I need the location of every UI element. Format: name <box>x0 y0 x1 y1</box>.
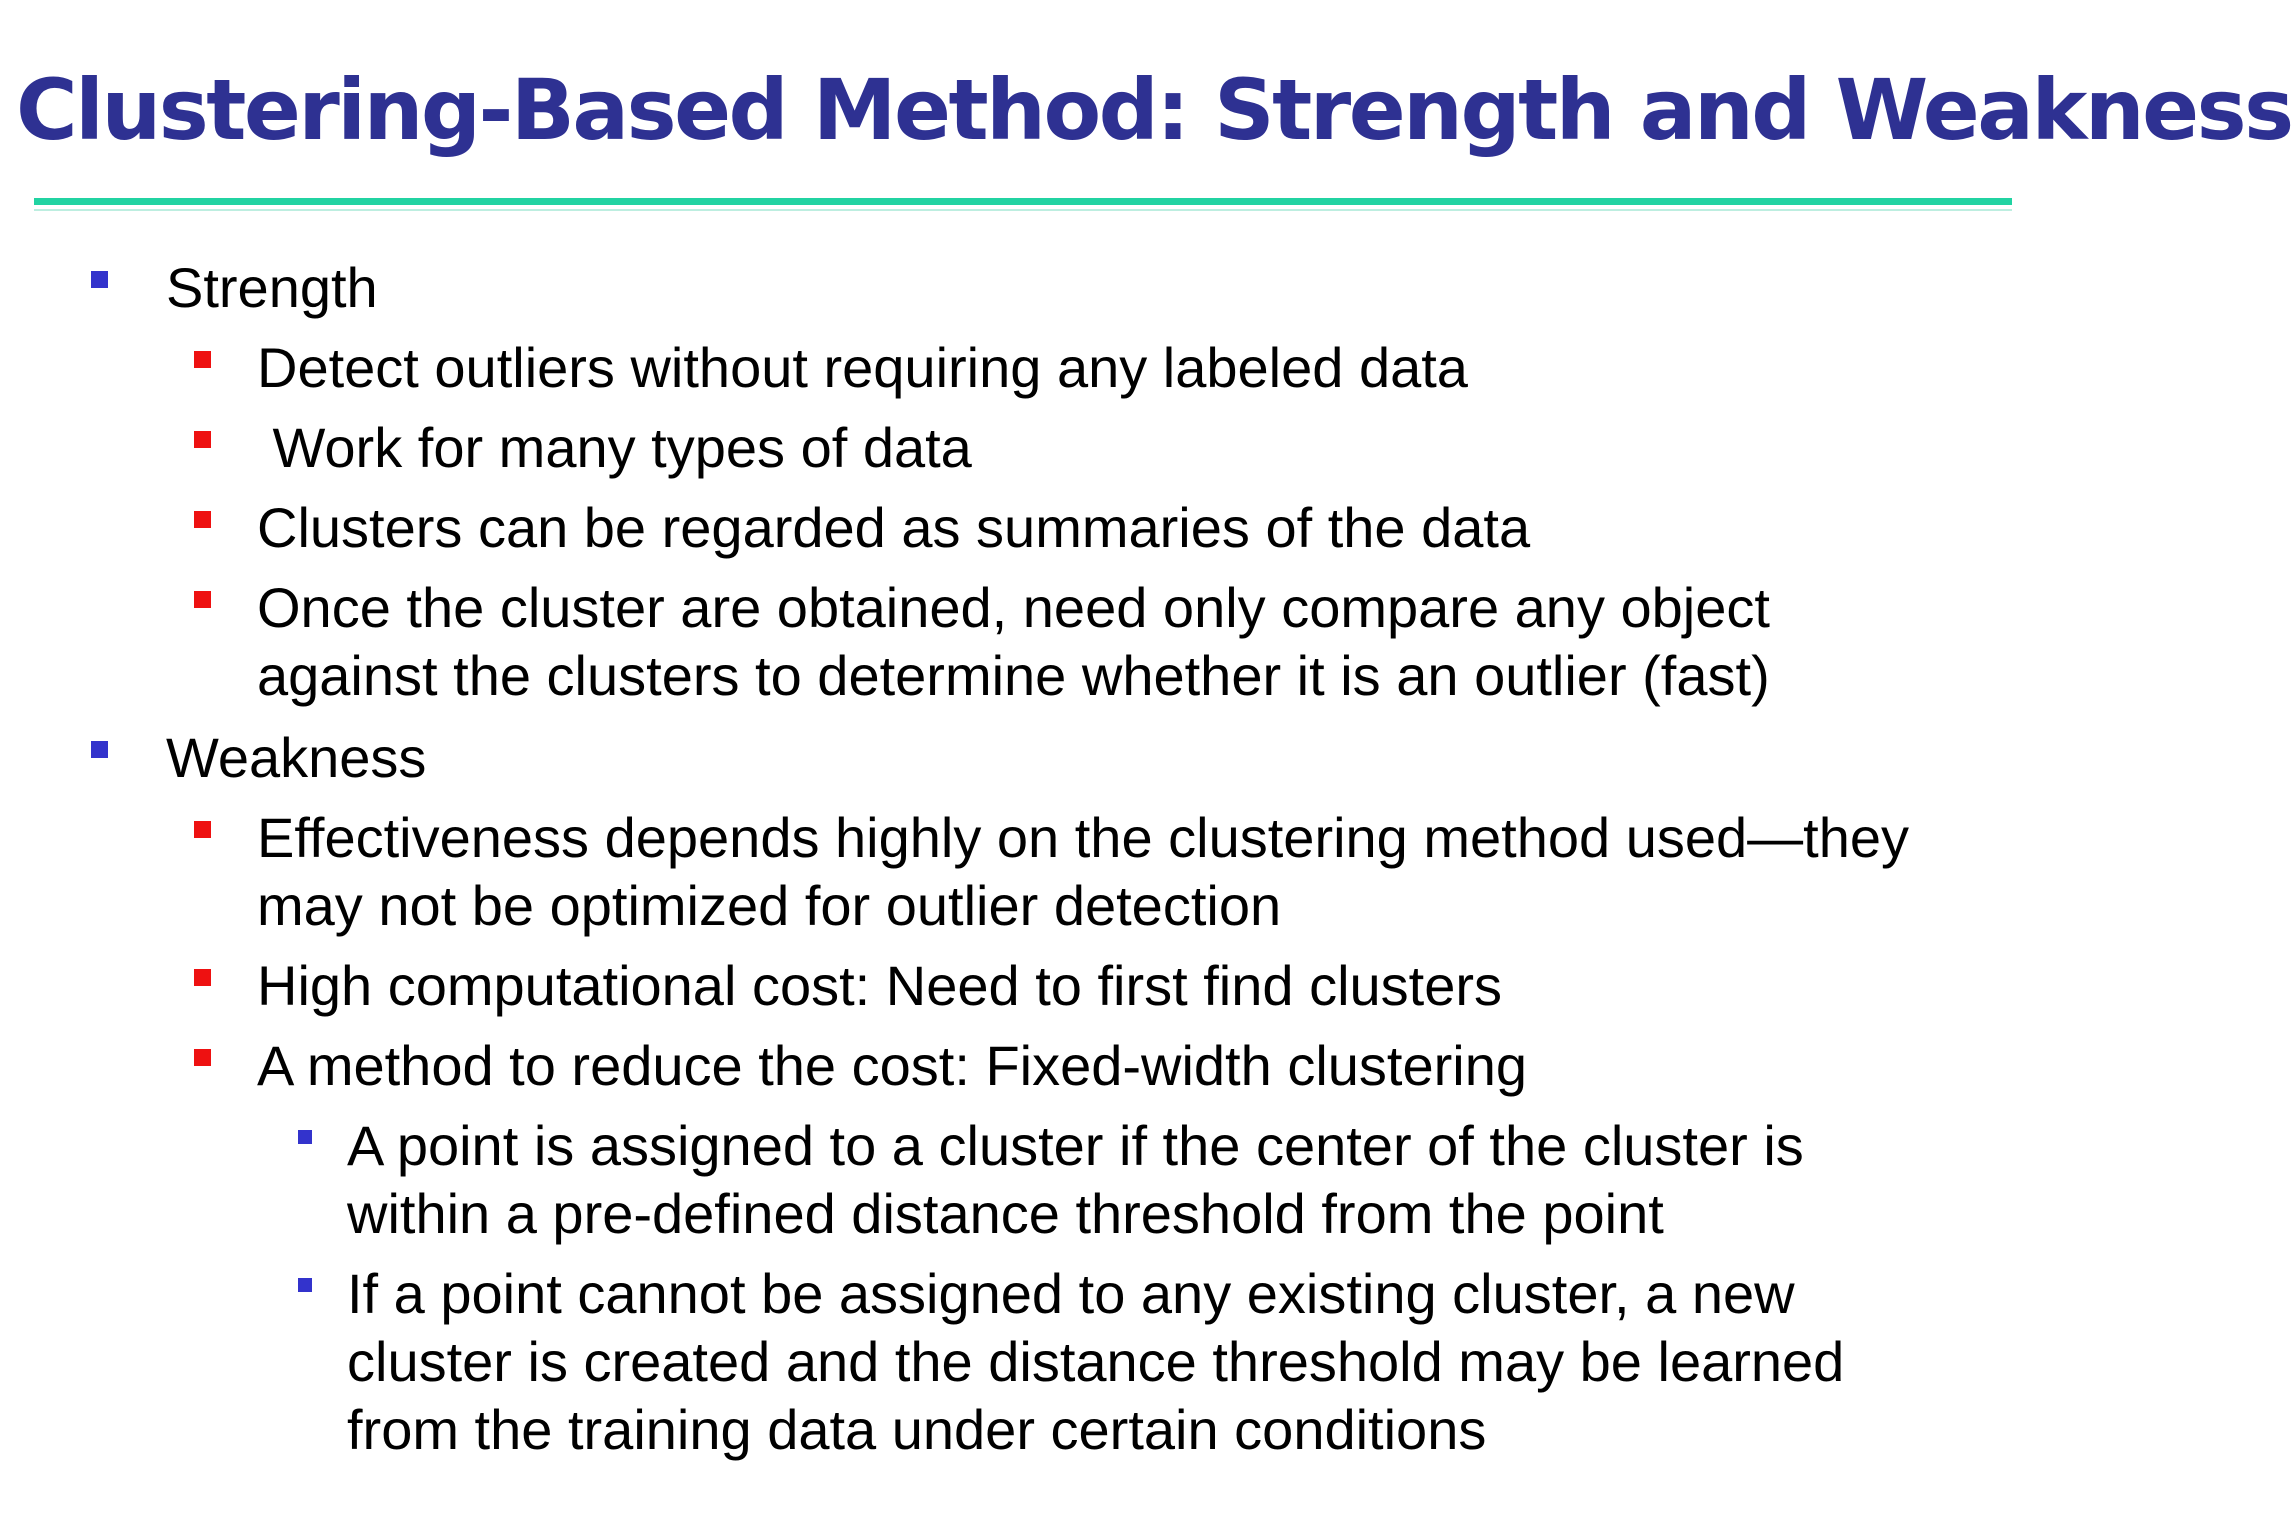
heading-weakness: Weakness <box>166 726 427 789</box>
bullet-subitem-1-icon <box>298 1130 312 1144</box>
subitem-1-line-1: A point is assigned to a cluster if the center of the cluster is <box>347 1114 1804 1177</box>
weakness-item-2: High computational cost: Need to first find clusters <box>257 954 1503 1017</box>
bullet-weakness-3-icon <box>194 1049 211 1066</box>
bullet-strength-1-icon <box>194 351 211 368</box>
strength-item-2: Work for many types of data <box>257 416 972 479</box>
bullet-weakness-icon <box>91 741 108 758</box>
subitem-2-line-2: cluster is created and the distance threshold may be learned <box>347 1330 1845 1393</box>
weakness-item-1-line-2: may not be optimized for outlier detection <box>257 874 1282 937</box>
bullet-subitem-2-icon <box>298 1278 312 1292</box>
weakness-item-1-line-1: Effectiveness depends highly on the clustering method used—they <box>257 806 1909 869</box>
subitem-2-line-3: from the training data under certain conditions <box>347 1398 1487 1461</box>
subitem-1-line-2: within a pre-defined distance threshold from the point <box>347 1182 1664 1245</box>
heading-strength: Strength <box>166 256 378 319</box>
bullet-strength-4-icon <box>194 591 211 608</box>
slide-title: Clustering-Based Method: Strength and Weakness <box>16 61 2292 159</box>
title-underline <box>34 198 2012 205</box>
bullet-weakness-1-icon <box>194 821 211 838</box>
strength-item-4-line-1: Once the cluster are obtained, need only compare any object <box>257 576 1770 639</box>
bullet-strength-icon <box>91 271 108 288</box>
bullet-strength-2-icon <box>194 431 211 448</box>
bullet-strength-3-icon <box>194 511 211 528</box>
bullet-weakness-2-icon <box>194 969 211 986</box>
strength-item-1: Detect outliers without requiring any labeled data <box>257 336 1468 399</box>
strength-item-3: Clusters can be regarded as summaries of the data <box>257 496 1531 559</box>
subitem-2-line-1: If a point cannot be assigned to any existing cluster, a new <box>347 1262 1795 1325</box>
weakness-item-3: A method to reduce the cost: Fixed-width clustering <box>257 1034 1527 1097</box>
strength-item-4-line-2: against the clusters to determine whether it is an outlier (fast) <box>257 644 1770 707</box>
title-underline-shadow <box>34 209 2012 211</box>
